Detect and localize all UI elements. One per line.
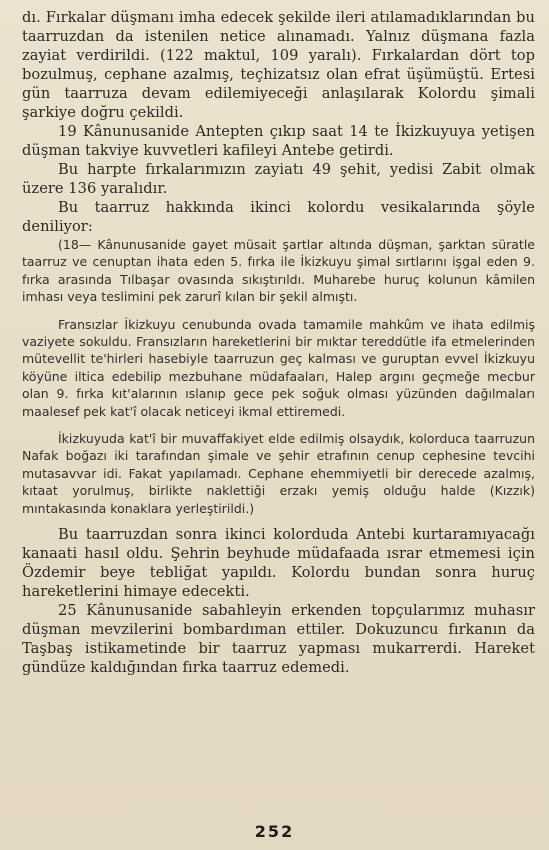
- page-number: 252: [254, 822, 295, 841]
- quote-paragraph-french: Fransızlar İkizkuyu cenubunda ovada tamamile mahkûm ve ihata edilmiş vaziyete sokuldu. Fransızların hareketlerini bir mıktar tereddütle ifa etmelerinden mütevellit te'hirleri hasebiyle taarruzun geç kalması ve guruptan evvel İkizkuyu köyüne iltica edebilip mezbuhane müdafaaları, Halep argını geçmeğe mecbur olan 9. fırka kıt'alarının ıslanıp gece pek soğuk olması yüzünden dağılmaları maalesef pek kat'î olacak neticeyi ikmal ettiremedi.: [22, 316, 535, 419]
- paragraph-continued: dı. Fırkalar düşmanı imha edecek şekilde ileri atılamadıklarından bu taarruzdan da istenilen netice alınamadı. Yalnız düşmana fazla zayiat verdirildi. (122 maktul, 109 yaralı). Fırkalardan dört top bozulmuş, cephane azalmış, teçhizatsız olan efrat üşümüştü. Ertesi gün taarruza devam edilemiyeceği anlaşılarak Kolordu şimali şarkiye doğru çekildi.: [22, 9, 535, 121]
- paragraph-after-attack: Bu taarruzdan sonra ikinci kolorduda Antebi kurtaramıyacağı kanaati hasıl oldu. Şehrin beyhude müdafaada ısrar etmemesi için Özdemir beye tebliğat yapıldı. Kolordu bundan sonra huruç hareketlerini himaye edecekti.: [22, 526, 535, 601]
- paragraph-quote-intro: Bu taarruz hakkında ikinci kolordu vesikalarında şöyle deniliyor:: [22, 199, 535, 235]
- paragraph-reinforcements: 19 Kânunusanide Antepten çıkıp saat 14 te İkizkuyuya yetişen düşman takviye kuvvetleri kafileyi Antebe getirdi.: [22, 123, 535, 159]
- paragraph-casualties: Bu harpte fırkalarımızın zayiatı 49 şehit, yedisi Zabit olmak üzere 136 yaralıdır.: [22, 161, 535, 197]
- quote-paragraph-battle: (18— Kânunusanide gayet müsait şartlar altında düşman, şarktan süratle taarruz ve cenuptan ihata eden 5. fırka ile İkizkuyu şimal sırtlarını işgal eden 9. fırka arasında Tılbaşar ovasında sıkıştırıldı. Muharebe huruç kolunun kâmilen imhası veya teslimini pek zarurî kılan bir şekil almıştı.: [22, 237, 535, 305]
- quote-paragraph-ikizkuyu: İkizkuyuda kat'î bir muvaffakiyet elde edilmiş olsaydık, kolorduca taarruzun Nafak boğazı iki tarafından şimale ve şehir etrafının cenup cephesine tevcihi mutasavvar idi. Fakat yapılamadı. Cephane ehemmiyetli bir derecede azalmış, kıtaat yorulmuş, birlikte naklettiği erzakı yemiş olduğu halde (Kızzık) mıntakasında konaklara yerleştirildi.): [22, 431, 535, 516]
- paragraph-january-25: 25 Kânunusanide sabahleyin erkenden topçularımız muhasır düşman mevzilerini bombardıman ettiler. Dokuzuncu fırkanın da Taşbaş istikametinde bir taarruz yapması mukarrerdi. Hareket gündüze kaldığından fırka taarruz edemedi.: [22, 602, 535, 677]
